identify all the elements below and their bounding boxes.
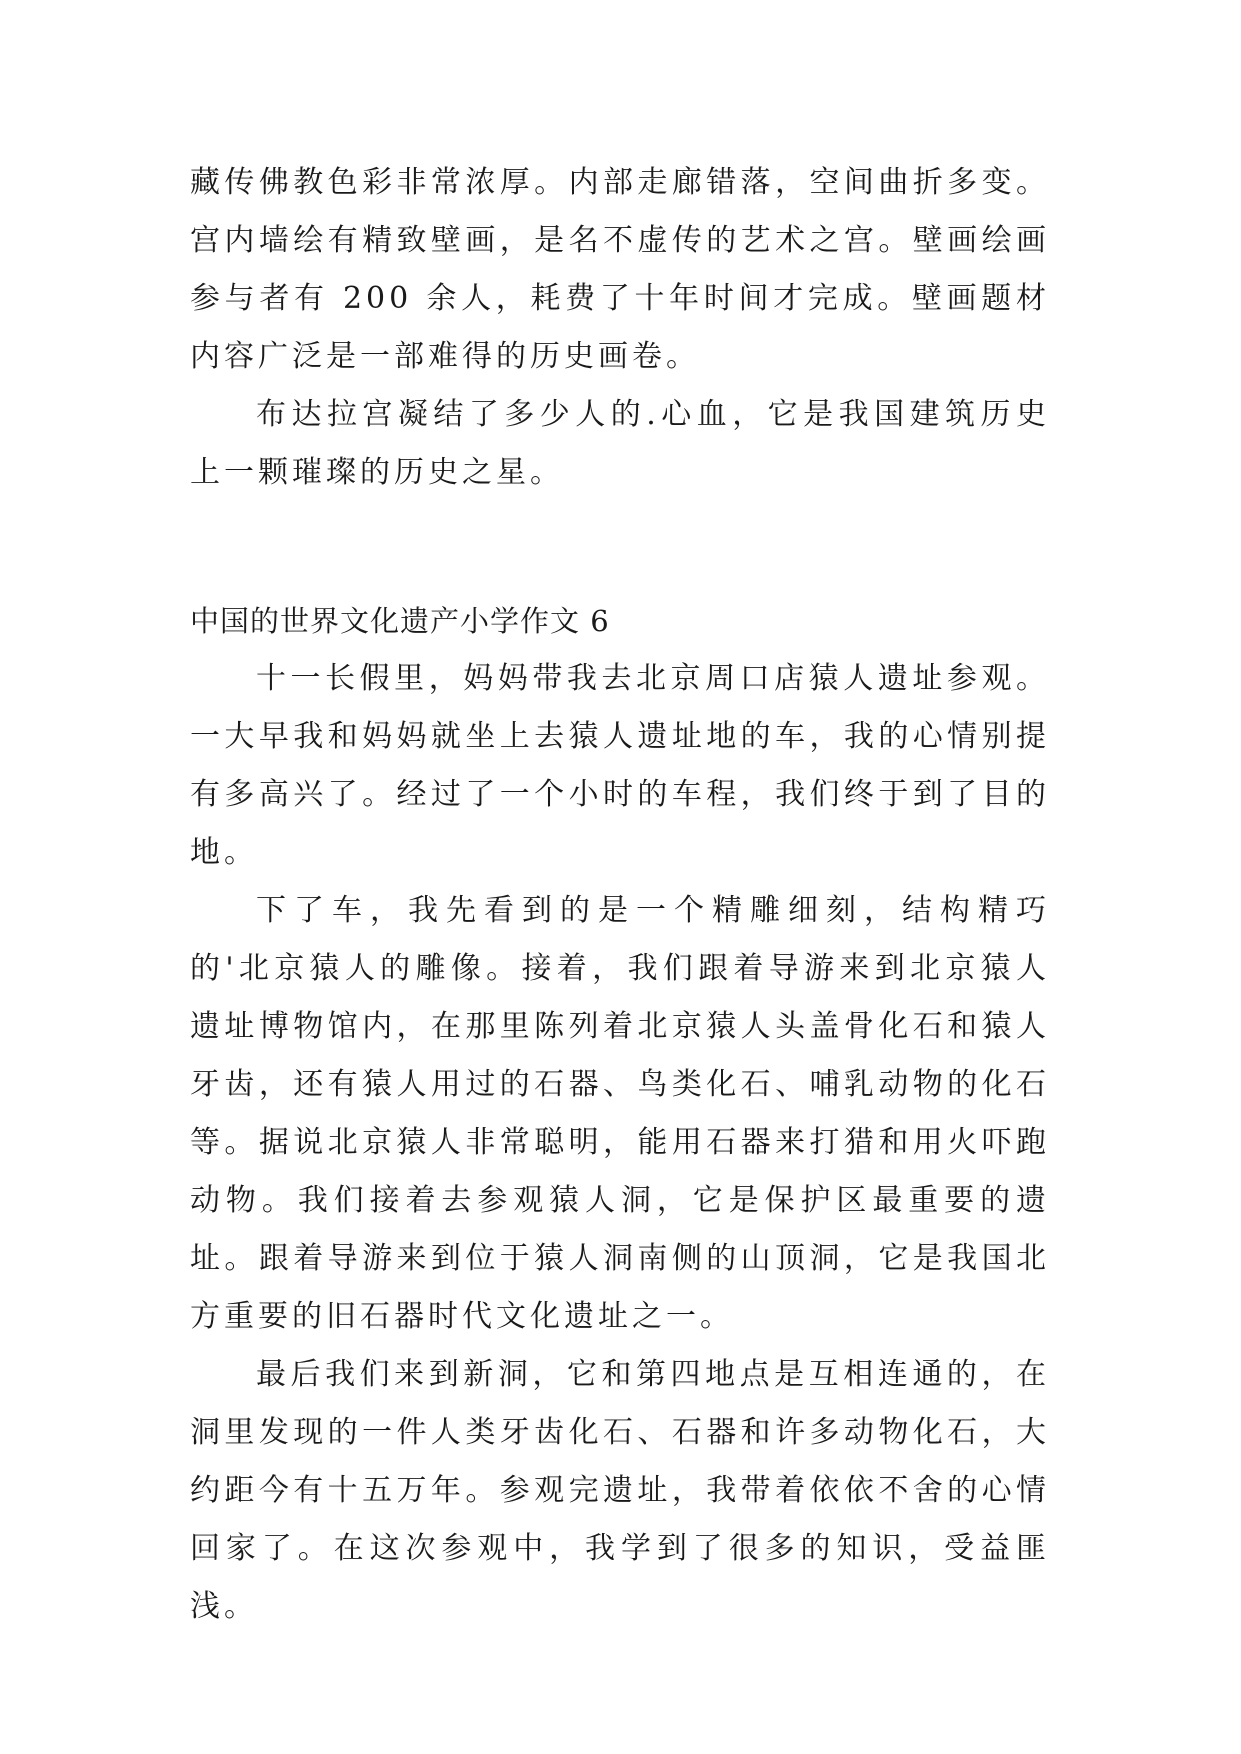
- paragraph-potala-conclusion: 布达拉宫凝结了多少人的.心血，它是我国建筑历史上一颗璀璨的历史之星。: [190, 397, 1050, 490]
- paragraph-tibetan-buddhism: 藏传佛教色彩非常浓厚。内部走廊错落，空间曲折多变。宫内墙绘有精致壁画，是名不虚传的艺术之宫。壁画绘画参与者有 200 余人，耗费了十年时间才完成。壁画题材内容广泛是一部难得的历史画卷。: [190, 165, 1050, 374]
- paragraph-new-cave: 最后我们来到新洞，它和第四地点是互相连通的，在洞里发现的一件人类牙齿化石、石器和许多动物化石，大约距今有十五万年。参观完遗址，我带着依依不舍的心情回家了。在这次参观中，我学到了很多的知识，受益匪浅。: [190, 1357, 1050, 1624]
- section-title: 中国的世界文化遗产小学作文 6: [190, 604, 610, 638]
- document-body: [190, 154, 1050, 1636]
- paragraph-trip-intro: 十一长假里，妈妈带我去北京周口店猿人遗址参观。一大早我和妈妈就坐上去猿人遗址地的车，我的心情别提有多高兴了。经过了一个小时的车程，我们终于到了目的地。: [190, 661, 1050, 870]
- paragraph-museum-visit: 下了车，我先看到的是一个精雕细刻，结构精巧的'北京猿人的雕像。接着，我们跟着导游来到北京猿人遗址博物馆内，在那里陈列着北京猿人头盖骨化石和猿人牙齿，还有猿人用过的石器、鸟类化石、哺乳动物的化石等。据说北京猿人非常聪明，能用石器来打猎和用火吓跑动物。我们接着去参观猿人洞，它是保护区最重要的遗址。跟着导游来到位于猿人洞南侧的山顶洞，它是我国北方重要的旧石器时代文化遗址之一。: [190, 893, 1050, 1334]
